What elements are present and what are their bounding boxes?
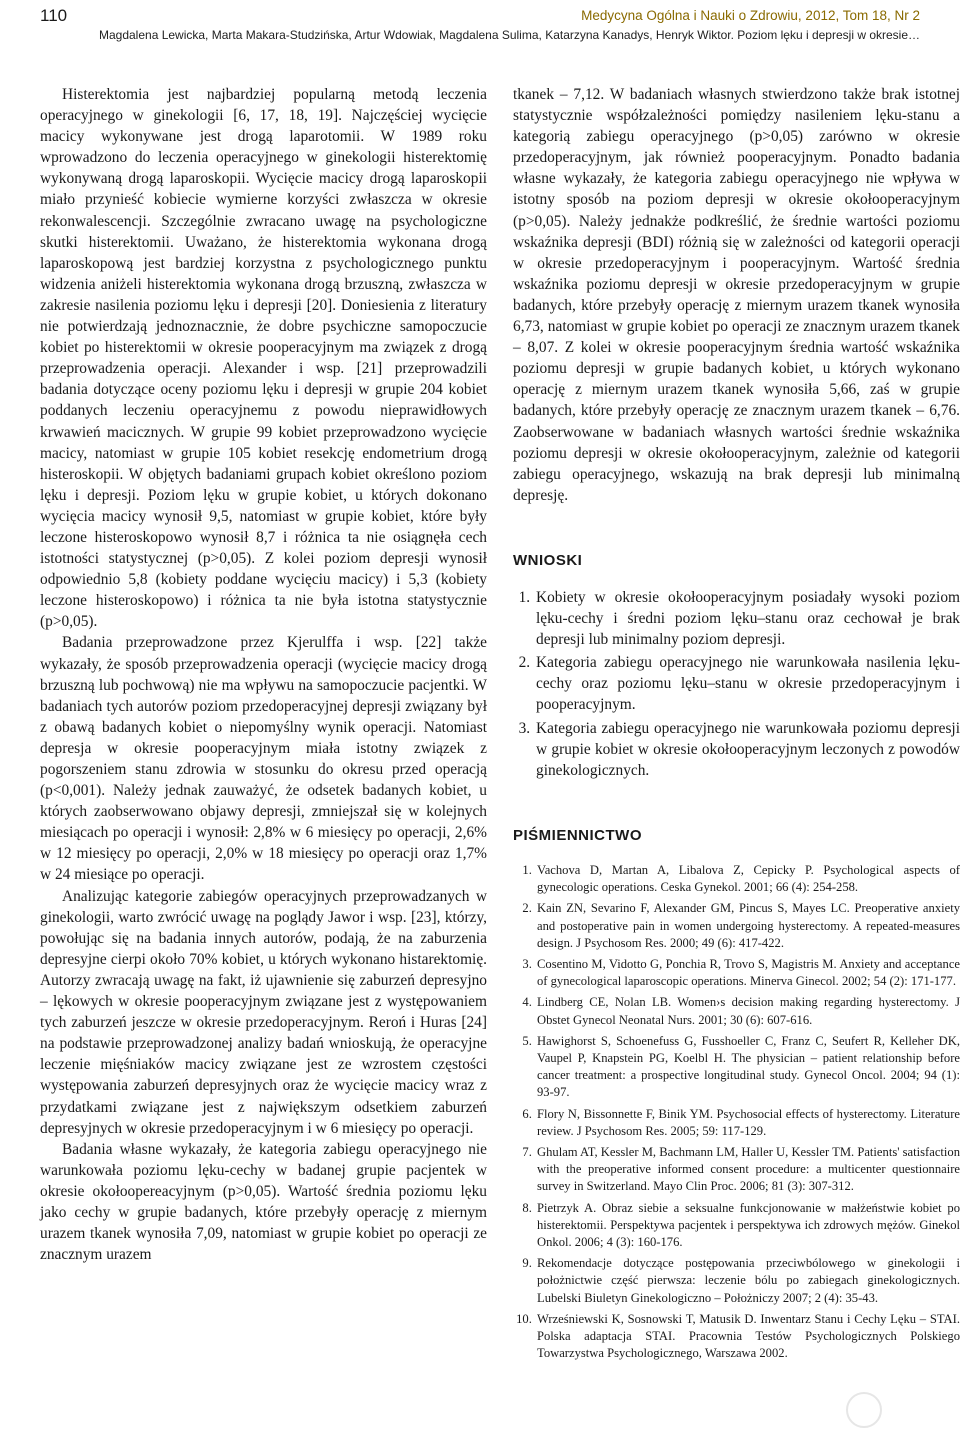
conclusion-item: 2. Kategoria zabiegu operacyjnego nie warunkowała nasilenia lęku-cechy oraz poziomu lęku–stanu w okresie przedoperacyjnym i pooperacyjnym.: [534, 652, 960, 715]
reference-item: 6. Flory N, Bissonnette F, Binik YM. Psychosocial effects of hysterectomy. Literature review. J Psychosom Res. 2005; 59: 117-129.: [535, 1106, 960, 1140]
watermark-logo: [846, 1392, 882, 1428]
body-paragraph: Badania własne wykazały, że kategoria zabiegu operacyjnego nie warunkowała poziomu lęku-cechy w badanej grupie pacjentek w okresie okołoopereacyjnym (p>0,05). Wartość średnia poziomu lęku jako cechy w grupie badanych, które przebyły operację z miernym urazem tkanek wynosiła 7,09, natomiast w grupie kobiet po operacji ze znacznym urazem: [40, 1140, 487, 1264]
references-heading: PIŚMIENNICTWO: [513, 826, 642, 844]
reference-item: 3. Cosentino M, Vidotto G, Ponchia R, Trovo S, Magistris M. Anxiety and acceptance of gynecological laparoscopic operations. Minerva Ginecol. 2002; 54 (2): 171-177.: [535, 956, 960, 990]
reference-item: 2. Kain ZN, Sevarino F, Alexander GM, Pincus S, Mayes LC. Preoperative anxiety and postoperative pain in women undergoing hysterectomy. A repeated-measures design. J Psychosom Res. 2000; 49 (6): 417-422.: [535, 900, 960, 952]
body-paragraph: tkanek – 7,12. W badaniach własnych stwierdzono także brak istotnej statystycznie współzależności pomiędzy nasileniem lęku-stanu a kategorią zabiegu operacyjnego (p>0,05) zarówno w okresie przedoperacyjnym, jak również pooperacyjnym. Ponadto badania własne wykazały, że kategoria zabiegu operacyjnego nie wpływa w istotny sposób na poziom depresji w okresie okołooperacyjnym (p>0,05). Należy jednakże podkreślić, że średnie wartości poziomu wskaźnika depresji (BDI) różnią się w zależności od kategorii operacji w okresie przedoperacyjnym i pooperacyjnym. Wartość średnia wskaźnika poziomu depresji w okresie przedoperacyjnym w grupie badanych, które przebyły operację z miernym urazem tkanek wynosiła 6,73, natomiast w grupie kobiet po operacji ze znacznym urazem tkanek – 8,07. Z kolei w okresie pooperacyjnym średnia wartość wskaźnika poziomu depresji w grupie badanych kobiet, u których wykonano operację z miernym urazem tkanek wynosiła 5,66, zaś w grupie badanych, które przebyły operację ze znacznym urazem tkanek – 6,76. Zaobserwowane w badaniach własnych wartości średnie wskaźnika poziomu depresji w okresie okołooperacyjnym, zależnie od kategorii zabiegu operacyjnego, wskazują na brak depresji lub minimalną depresję.: [513, 86, 960, 504]
reference-item: 1. Vachova D, Martan A, Libalova Z, Cepicky P. Psychological aspects of gynecologic operations. Ceska Gynekol. 2001; 66 (4): 254-258.: [535, 862, 960, 896]
reference-item: 7. Ghulam AT, Kessler M, Bachmann LM, Haller U, Kessler TM. Patients' satisfaction with the preoperative informed consent procedure: a multicenter questionnaire survey in Switzerland. Mayo Clin Proc. 2006; 81 (3): 307-312.: [535, 1144, 960, 1196]
body-paragraph: Histerektomia jest najbardziej popularną metodą leczenia operacyjnego w ginekologii [6, 17, 18, 19]. Najczęściej wycięcie macicy wykonywane jest drogą laparotomii. W 1989 roku wprowadzono do leczenia operacyjnego w ginekologii histerektomię wykonywaną drogą laparoskopii. Wycięcie macicy drogą laparoskopii miało przynieść kobiecie wymierne korzyści zwłaszcza w okresie rekonwalescencji. Szczególnie zwracano uwagę na psychologiczne skutki histerektomii. Uważano, że histerektomia wykonana drogą laparoskopową jest bardziej korzystna z psychologicznego punktu widzenia aniżeli histerektomia wykonana drogą brzuszną, zwłaszcza w zakresie nasilenia poziomu lęku i depresji [20]. Doniesienia z literatury nie potwierdzają jednoznacznie, że dobre psychiczne samopoczucie kobiet po histerektomii w okresie pooperacyjnym ma związek z drogą przeprowadzenia operacji. Alexander i wsp. [21] przeprowadzili badania dotyczące oceny poziomu lęku i depresji w grupie 204 kobiet poddanych leczeniu operacyjnemu z powodu nieprawidłowych krwawień macicznych. W grupie 99 kobiet przeprowadzono wycięcie macicy, natomiast w grupie 105 kobiet resekcję endometrium drogą histeroskopii. W objętych badaniami grupach kobiet określono poziom lęku i depresji. Poziom lęku w grupie kobiet, u których dokonano wycięcia macicy wynosił 9,5, natomiast w grupie kobiet, które były leczone histeroskopowo wynosił 8,7 i różnica ta nie osiągnęła cech istotności statystycznej (p>0,05). Z kolei poziom depresji wynosił odpowiednio 5,8 (kobiety poddane wycięciu macicy) i 5,3 (kobiety leczone histeroskopowo) i różnica ta nie była istotna statystycznie (p>0,05).: [40, 86, 487, 631]
conclusions-list: [513, 587, 960, 781]
body-paragraph: Analizując kategorie zabiegów operacyjnych przeprowadzanych w ginekologii, warto zwrócić uwagę na poglądy Jawor i wsp. [23], którzy, powołując się na badania innych autorów, podają, że na zaburzenia depresyjne cierpi około 70% kobiet, u których wykonano histarektomię. Autorzy zwracają uwagę na fakt, iż ujawnienie się zaburzeń depresyjno – lękowych w okresie pooperacyjnym związane jest z występowaniem tych zaburzeń jeszcze w okresie przedoperacyjnym. Reroń i Huras [24] na podstawie przeprowadzonej analizy badań wnioskują, że operacyjne leczenie mięśniaków macicy związane jest ze wzrostem częstości występowania zaburzeń depresyjnych oraz że wycięcie macicy wraz z przydatkami związane jest z największym odsetkiem zaburzeń depresyjnych w okresie przedoperacyjnym i w 6 miesięcy po operacji.: [40, 887, 487, 1137]
reference-item: 4. Lindberg CE, Nolan LB. Women›s decision making regarding hysterectomy. J Obstet Gynecol Neonatal Nurs. 2001; 30 (6): 607-616.: [535, 994, 960, 1028]
page-number: 110: [40, 6, 68, 25]
conclusions-heading: WNIOSKI: [513, 551, 583, 569]
conclusion-item: 3. Kategoria zabiegu operacyjnego nie warunkowała poziomu depresji w grupie kobiet w okresie okołooperacyjnym leczonych z powodów ginekologicznych.: [534, 718, 960, 781]
conclusion-item: 1. Kobiety w okresie okołooperacyjnym posiadały wysoki poziom lęku-cechy i średni poziom lęku–stanu oraz cechował je brak depresji lub minimalny poziom depresji.: [534, 587, 960, 650]
reference-item: 9. Rekomendacje dotyczące postępowania przeciwbólowego w ginekologii i położnictwie część pierwsza: leczenie bólu po zabiegach ginekologicznych. Lubelski Biuletyn Ginekologiczno – Położniczy 2007; 2 (4): 35-43.: [535, 1255, 960, 1307]
journal-title: Medycyna Ogólna i Nauki o Zdrowiu, 2012, Tom 18, Nr 2: [581, 8, 920, 23]
page-header: [40, 6, 920, 28]
left-column: [40, 84, 487, 1265]
running-header: Magdalena Lewicka, Marta Makara-Studzińska, Artur Wdowiak, Magdalena Sulima, Katarzyna Kanadys, Henryk Wiktor. Poziom lęku i depresji w okresie…: [98, 28, 920, 42]
reference-item: 10. Wrześniewski K, Sosnowski T, Matusik D. Inwentarz Stanu i Cechy Lęku – STAI. Polska adaptacja STAI. Pracownia Testów Psychologicznych Polskiego Towarzystwa Psychologicznego, Warszawa 2002.: [535, 1311, 960, 1363]
body-paragraph: Badania przeprowadzone przez Kjerulffa i wsp. [22] także wykazały, że sposób przeprowadzenia operacji (wycięcie macicy drogą brzuszną lub pochwową) nie ma wpływu na samopoczucie pacjentki. W badaniach tych autorów poziom przedoperacyjnej depresji związany był z obawą badanych kobiet o niepomyślny wynik operacji. Natomiast depresja w okresie pooperacyjnym miała istotny związek z pogorszeniem stanu zdrowia w stosunku do okresu przed operacją (p<0,001). Należy jednak zauważyć, że odsetek badanych kobiet, u których zaobserwowano objawy depresji, zmniejszał się w kolejnych miesiącach po operacji i wynosił: 2,8% w 6 miesięcy po operacji, 2,6% w 12 miesięcy po operacji, 2,0% w 18 miesięcy po operacji oraz 1,7% w 24 miesiące po operacji.: [40, 634, 487, 884]
reference-item: 8. Pietrzyk A. Obraz siebie a seksualne funkcjonowanie w małżeństwie kobiet po histerektomii. Perspektywa pacjentek i perspektywa ich zdrowych mężów. Ginekol Onkol. 2006; 4 (3): 160-176.: [535, 1200, 960, 1252]
references-list: [513, 862, 960, 1362]
reference-item: 5. Hawighorst S, Schoenefuss G, Fusshoeller C, Franz C, Seufert R, Kelleher DK, Vaupel P, Knapstein PG, Koelbl H. The physician – patient relationship before cancer treatment: a prospective longitudinal study. Gynecol Oncol. 2004; 94 (1): 93-97.: [535, 1033, 960, 1102]
right-column: [513, 84, 960, 1366]
